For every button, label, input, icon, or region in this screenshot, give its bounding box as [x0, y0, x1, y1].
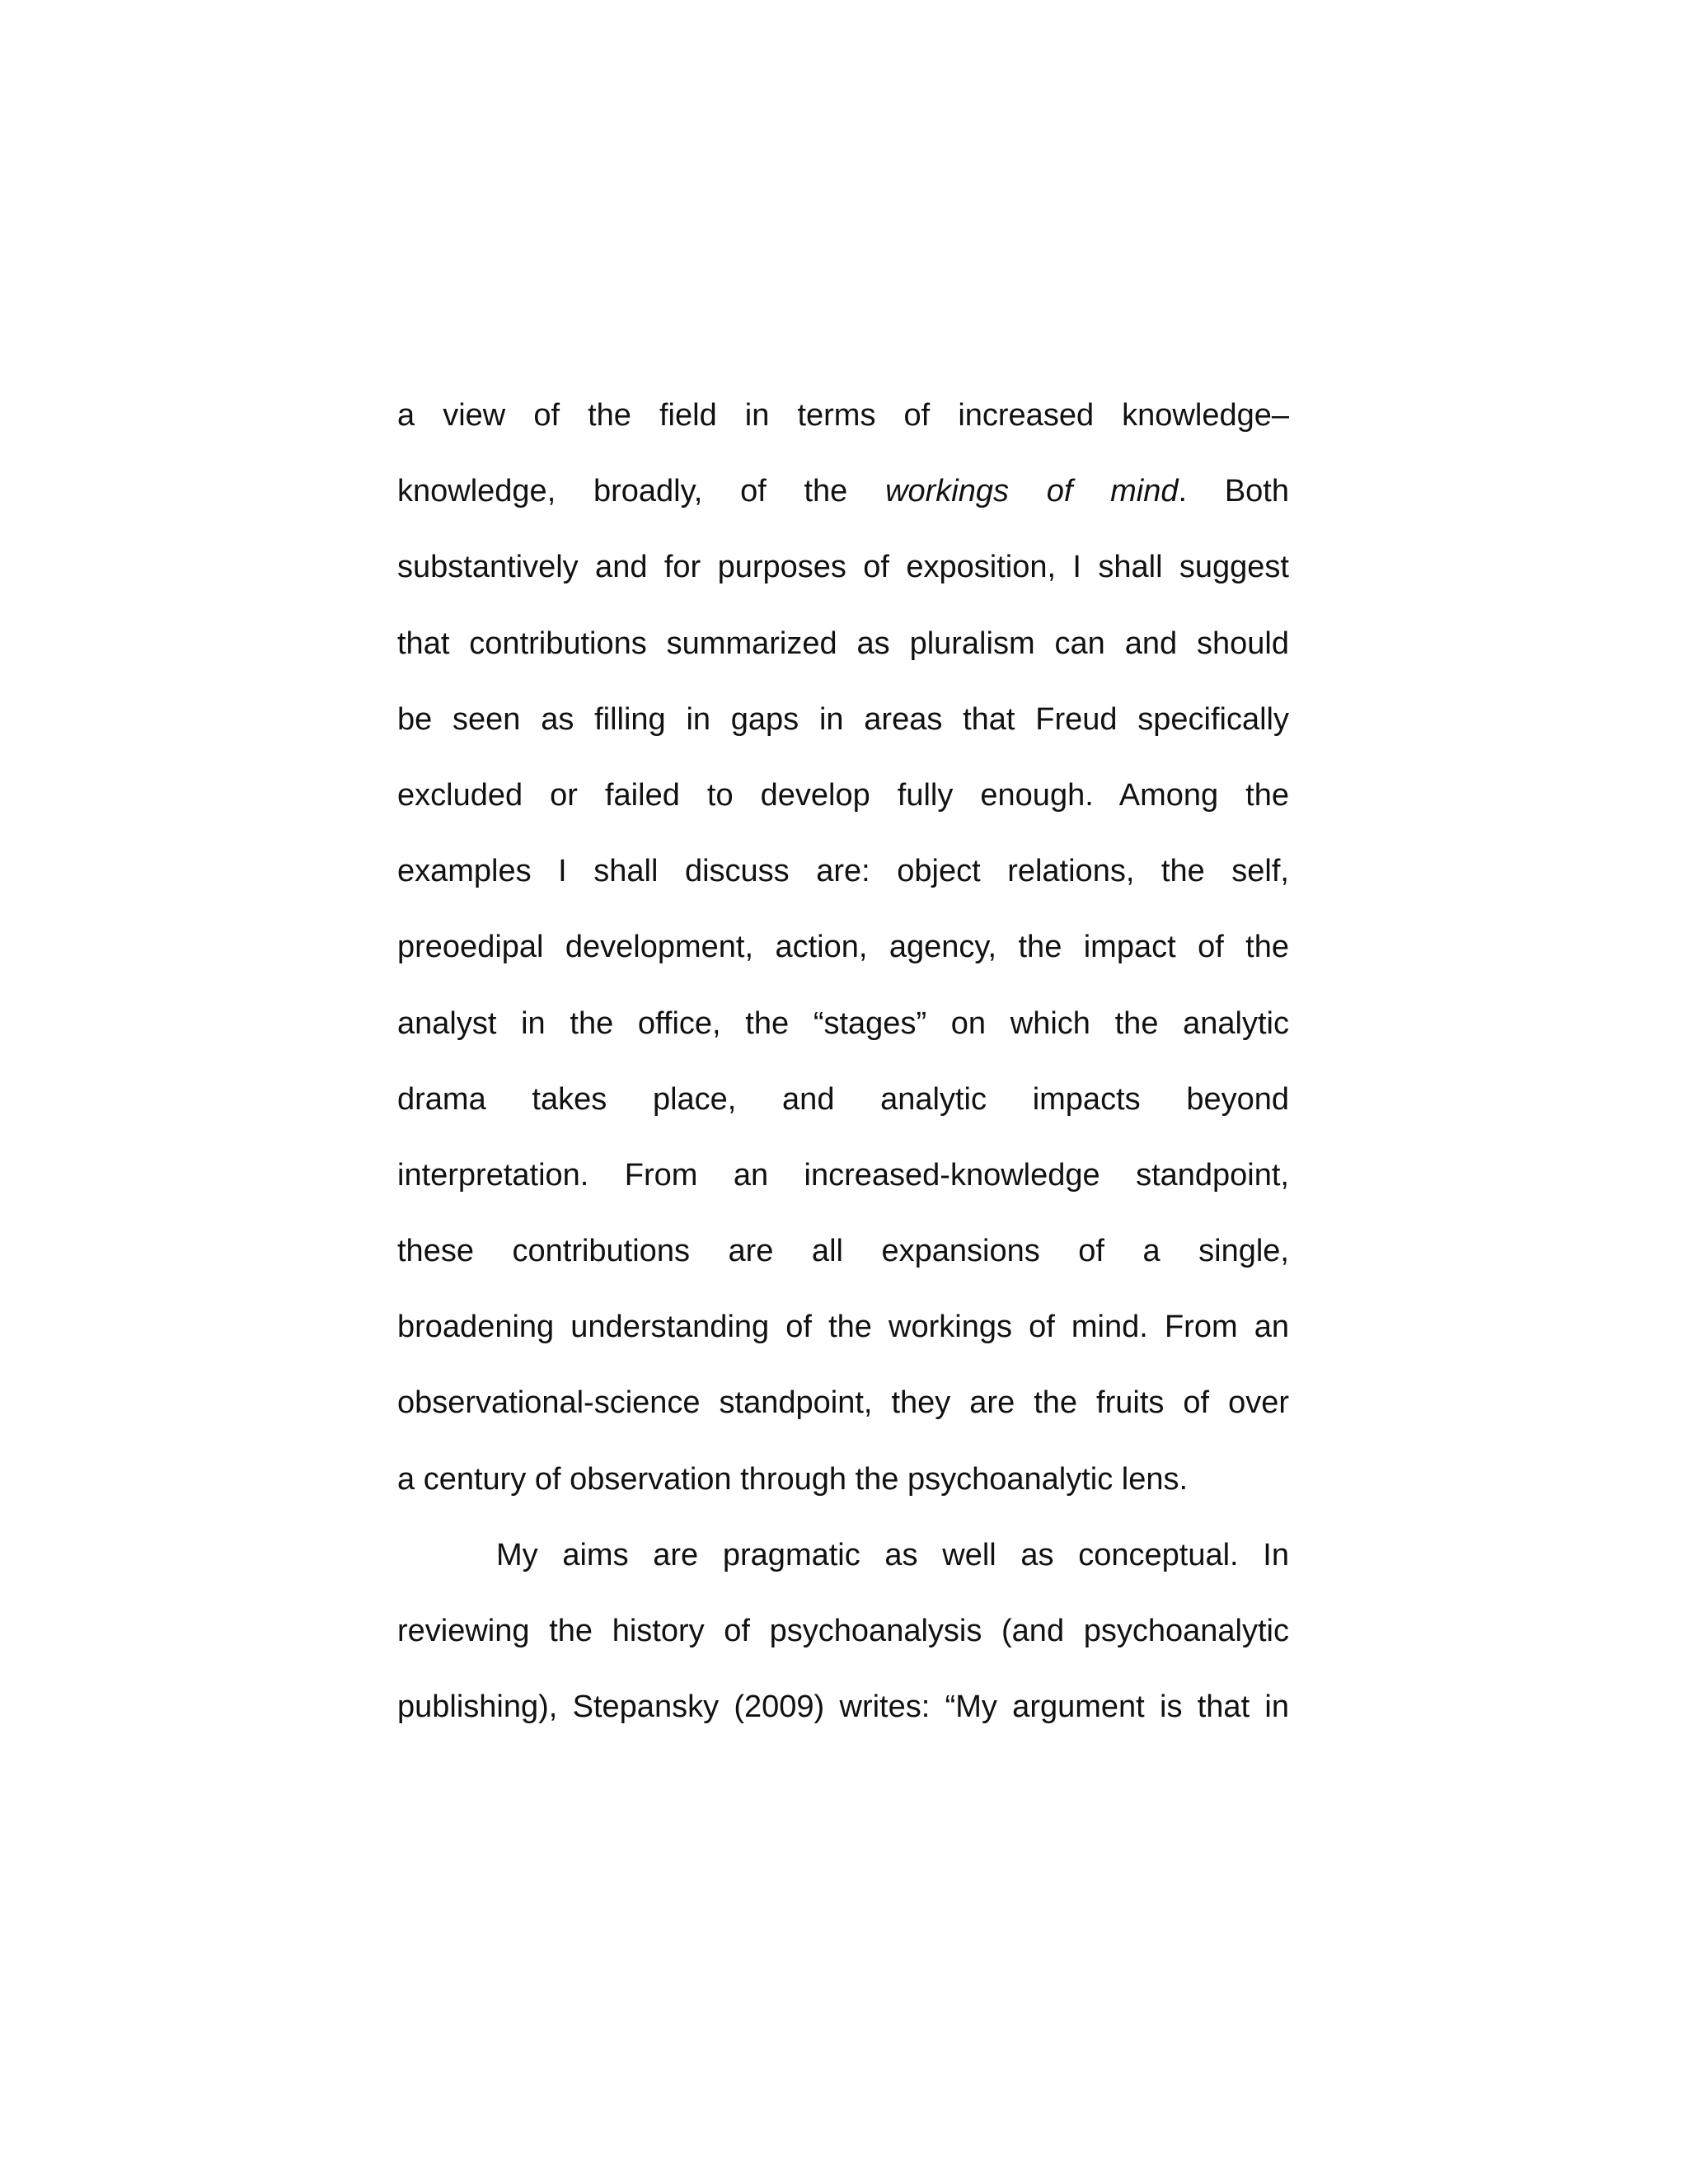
- text-line-8: preoedipal development, action, agency, the impact of the: [397, 930, 1289, 965]
- text-line-5: be seen as filling in gaps in areas that Freud specifically: [397, 701, 1289, 737]
- text-line-6: excluded or failed to develop fully enough. Among the: [397, 777, 1289, 813]
- text-line-10: drama takes place, and analytic impacts beyond: [397, 1081, 1289, 1117]
- text-line-11: interpretation. From an increased-knowledge standpoint,: [397, 1157, 1289, 1193]
- body-text: [397, 389, 1289, 1756]
- text-line-15: a century of observation through the psychoanalytic lens.: [397, 1461, 1189, 1497]
- text-segment: . Both: [1178, 474, 1289, 509]
- text-line-13: broadening understanding of the workings of mind. From an: [397, 1310, 1289, 1345]
- text-line-7: examples I shall discuss are: object relations, the self,: [397, 854, 1289, 889]
- text-segment: knowledge, broadly, of the: [397, 474, 886, 509]
- text-line-9: analyst in the office, the “stages” on which the analytic: [397, 1005, 1289, 1041]
- text-line-3: substantively and for purposes of exposition, I shall suggest: [397, 550, 1289, 585]
- text-line-14: observational-science standpoint, they are the fruits of over: [397, 1385, 1289, 1421]
- text-line-4: that contributions summarized as pluralism can and should: [397, 626, 1289, 661]
- text-line-1: a view of the field in terms of increased knowledge–: [397, 398, 1289, 433]
- text-line-16: My aims are pragmatic as well as conceptual. In: [496, 1537, 1289, 1572]
- text-line-17: reviewing the history of psychoanalysis (and psychoanalytic: [397, 1614, 1289, 1648]
- text-line-2: [397, 465, 1289, 541]
- text-line-18: publishing), Stepansky (2009) writes: “My argument is that in: [397, 1690, 1289, 1725]
- text-line-12: these contributions are all expansions of a single,: [397, 1234, 1289, 1269]
- italic-phrase: workings of mind: [885, 474, 1179, 509]
